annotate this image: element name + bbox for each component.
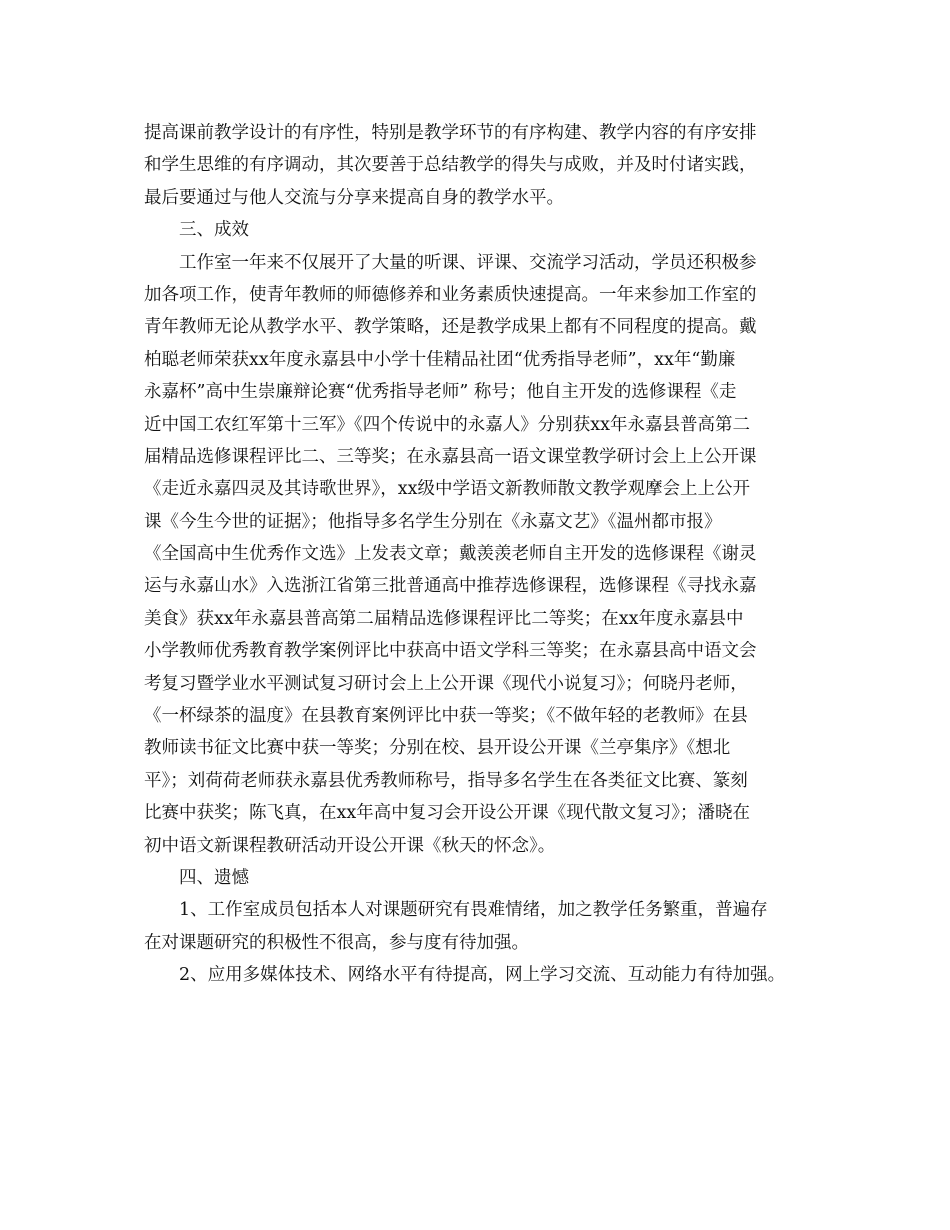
text-line: 美食》获xx年永嘉县普高第二届精品选修课程评比二等奖；在xx年度永嘉县中 [144,608,744,629]
document-body [144,117,824,992]
text-line: 近中国工农红军第十三军》《四个传说中的永嘉人》分别获xx年永嘉县普高第二 [144,414,750,435]
text-line: 届精品选修课程评比二、三等奖；在永嘉县高一语文课堂教学研讨会上上公开课 [144,446,757,467]
text-line: 平》；刘荷荷老师获永嘉县优秀教师称号，指导多名学生在各类征文比赛、篆刻 [144,770,748,791]
section-heading-regrets: 四、遗憾 [179,867,249,888]
text-line: 1、工作室成员包括本人对课题研究有畏难情绪，加之教学任务繁重，普遍存 [179,900,768,921]
text-line: 考复习暨学业水平测试复习研讨会上上公开课《现代小说复习》；何晓丹老师， [144,673,748,694]
text-line: 柏聪老师荣获xx年度永嘉县中小学十佳精品社团“优秀指导老师”，xx年“勤廉 [144,349,736,370]
text-line: 加各项工作，使青年教师的师德修养和业务素质快速提高。一年来参加工作室的 [144,284,757,305]
text-line: 和学生思维的有序调动，其次要善于总结教学的得失与成败，并及时付诸实践， [144,155,757,176]
text-line: 教师读书征文比赛中获一等奖；分别在校、县开设公开课《兰亭集序》《想北 [144,738,731,759]
text-line: 《全国高中生优秀作文选》上发表文章；戴羡羡老师自主开发的选修课程《谢灵 [144,544,757,565]
text-line: 小学教师优秀教育教学案例评比中获高中语文学科三等奖；在永嘉县高中语文会 [144,641,757,662]
section-heading-results: 三、成效 [179,220,249,241]
text-line: 2、应用多媒体技术、网络水平有待提高，网上学习交流、互动能力有待加强。 [179,965,786,986]
text-line: 在对课题研究的积极性不很高，参与度有待加强。 [144,932,529,953]
text-line: 运与永嘉山水》入选浙江省第三批普通高中推荐选修课程，选修课程《寻找永嘉 [144,576,757,597]
text-line: 最后要通过与他人交流与分享来提高自身的教学水平。 [144,187,564,208]
text-line: 青年教师无论从教学水平、教学策略，还是教学成果上都有不同程度的提高。戴 [144,317,757,338]
text-line: 《走近永嘉四灵及其诗歌世界》，xx级中学语文新教师散文教学观摩会上上公开 [144,479,750,500]
text-line: 《一杯绿茶的温度》在县教育案例评比中获一等奖；《不做年轻的老教师》在县 [144,706,748,727]
text-line: 初中语文新课程教研活动开设公开课《秋天的怀念》。 [144,835,556,856]
text-line: 比赛中获奖；陈飞真，在xx年高中复习会开设公开课《现代散文复习》；潘晓在 [144,803,750,824]
text-line: 提高课前教学设计的有序性，特别是教学环节的有序构建、教学内容的有序安排 [144,123,757,143]
text-line: 工作室一年来不仅展开了大量的听课、评课、交流学习活动，学员还积极参 [179,252,757,273]
text-line: 永嘉杯”高中生崇廉辩论赛“优秀指导老师” 称号；他自主开发的选修课程《走 [144,382,737,403]
text-line: 课《今生今世的证据》；他指导多名学生分别在《永嘉文艺》《温州都市报》 [144,511,722,532]
